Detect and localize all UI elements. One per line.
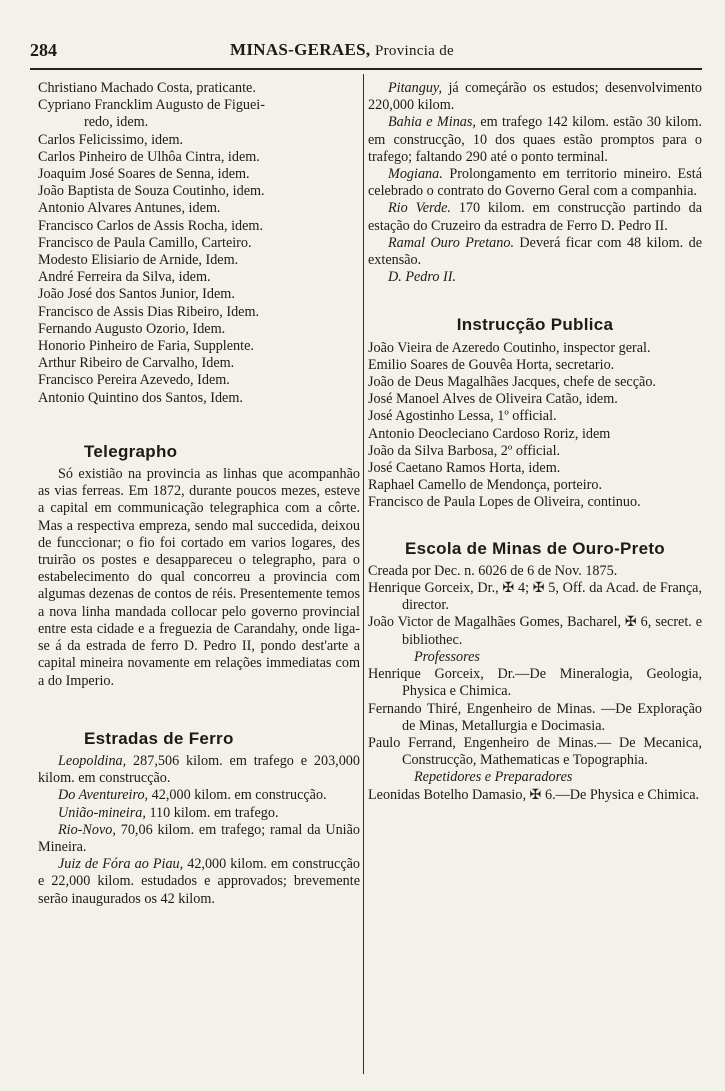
list-item: José Caetano Ramos Horta, idem. <box>368 460 561 477</box>
running-title-main: MINAS-GERAES, <box>230 40 371 59</box>
staff-list <box>38 80 360 407</box>
telegrapho-heading: Telegrapho <box>84 441 178 461</box>
estrada-entry <box>368 114 702 166</box>
list-item: Christiano Machado Costa, praticante. <box>38 80 256 96</box>
estrada-name: União-mineira, <box>58 804 146 821</box>
list-item: Fernando Augusto Ozorio, Idem. <box>38 320 226 337</box>
list-item: Cypriano Francklim Augusto de Figuei- <box>38 97 265 114</box>
running-title <box>230 40 454 60</box>
list-item: Emilio Soares de Gouvêa Horta, secretario. <box>368 356 615 373</box>
estrada-text: 170 kilom. em construcção partindo da estação do Cruzeiro da estradra de Ferro D. Pedro II. <box>368 200 702 234</box>
estrada-name: Bahia e Minas, <box>388 114 476 131</box>
repetidores-heading: Repetidores e Preparadores <box>414 769 573 786</box>
estrada-name: Ramal Ouro Pretano. <box>388 234 514 251</box>
list-item: João Victor de Magalhães Gomes, Bacharel, ✠ 6, secret. e bibliothec. <box>368 614 702 648</box>
estrada-entry <box>368 80 702 114</box>
estrada-entry <box>38 753 360 787</box>
list-item: José Manoel Alves de Oliveira Catão, idem. <box>368 391 618 408</box>
escola-heading: Escola de Minas de Ouro-Preto <box>405 538 665 558</box>
page-number: 284 <box>30 40 57 60</box>
list-item: Leonidas Botelho Damasio, ✠ 6.—De Physica e Chimica. <box>368 786 700 803</box>
instruccao-heading: Instrucção Publica <box>456 315 614 335</box>
estrada-text: 70,06 kilom. em trafego; ramal da União Mineira. <box>38 821 360 855</box>
estrada-text: Deverá ficar com 48 kilom. de extensão. <box>368 234 702 269</box>
page-header <box>30 40 700 66</box>
estrada-name: Rio-Novo, <box>58 821 116 838</box>
list-item: João José dos Santos Junior, Idem. <box>38 286 235 303</box>
estrada-entry <box>368 269 702 286</box>
estrada-name: Mogiana. <box>388 166 443 183</box>
header-rule <box>30 68 702 70</box>
list-item: Carlos Felicissimo, idem. <box>38 131 184 148</box>
list-item: redo, idem. <box>84 114 149 131</box>
list-item: Paulo Ferrand, Engenheiro de Minas.— De Mecanica, Construcção, Mathematicas e Topographia. <box>368 734 702 769</box>
list-item: Arthur Ribeiro de Carvalho, Idem. <box>38 355 235 372</box>
professores-heading: Professores <box>414 648 480 665</box>
estradas-heading: Estradas de Ferro <box>84 728 234 748</box>
escola-creation: Creada por Dec. n. 6026 de 6 de Nov. 1875. <box>368 562 618 579</box>
estrada-text: 287,506 kilom. em trafego e 203,000 kilom. em construcção. <box>38 752 360 787</box>
estrada-name: Rio Verde. <box>388 200 451 217</box>
running-title-sub: Provincia de <box>374 43 454 59</box>
estrada-entry <box>38 787 360 804</box>
right-column <box>368 80 702 804</box>
estrada-name: Do Aventureiro, <box>58 787 149 804</box>
left-column <box>38 80 360 908</box>
estrada-text: 110 kilom. em trafego. <box>149 804 279 821</box>
list-item: Carlos Pinheiro de Ulhôa Cintra, idem. <box>38 148 260 165</box>
estrada-name: D. Pedro II. <box>388 269 457 286</box>
estrada-entry <box>368 166 702 200</box>
estrada-entry <box>38 822 360 856</box>
list-item: Fernando Thiré, Engenheiro de Minas. —De Exploração de Minas, Metallurgia e Docimasia. <box>368 700 702 734</box>
estrada-entry <box>368 200 702 234</box>
instruccao-staff <box>368 340 702 512</box>
list-item: Francisco de Assis Dias Ribeiro, Idem. <box>38 303 260 320</box>
estrada-text: já começárão os estudos; desenvolvimento 220,000 kilom. <box>368 80 702 114</box>
telegrapho-text: Só existião na provincia as linhas que acompanhão as vias ferreas. Em 1872, durante poucos mezes, esteve a capital em communicação telegraphica com a côrte. Mas a respectiva empreza, sendo mal succedida, deixou de funccionar; o fio foi cortado em varios logares, des truirão os postes e desappareceu o telegrapho, para o estabelecimento do qual concorreu a provincia com algumas dezenas de contos de réis. Presentemente temos a nova linha mandada collocar pelo governo provincial entre esta cidade e a freguezia de Carandahy, onde liga-se á da estrada de ferro D. Pedro II, pondo dest'arte a capital mineira novamente em relações immediatas com a do Imperio. <box>38 466 360 689</box>
estrada-entry <box>368 235 702 269</box>
estrada-text: 42,000 kilom. em construcção e 22,000 kilom. estudados e approvados; brevemente serão inaugurados os 42 kilom. <box>38 856 361 907</box>
estrada-text: 42,000 kilom. em construcção. <box>151 787 327 804</box>
estrada-entry <box>38 856 360 908</box>
list-item: Henrique Gorceix, Dr.—De Mineralogia, Geologia, Physica e Chimica. <box>368 666 702 700</box>
list-item: Joaquim José Soares de Senna, idem. <box>38 166 250 183</box>
list-item: João de Deus Magalhães Jacques, chefe de secção. <box>368 374 656 391</box>
list-item: Antonio Deocleciano Cardoso Roriz, idem <box>368 425 611 442</box>
list-item: Honorio Pinheiro de Faria, Supplente. <box>38 338 254 355</box>
list-item: Antonio Alvares Antunes, idem. <box>38 200 221 217</box>
list-item: Francisco de Paula Lopes de Oliveira, continuo. <box>368 494 641 511</box>
list-item: Henrique Gorceix, Dr., ✠ 4; ✠ 5, Off. da Acad. de França, director. <box>368 580 702 614</box>
estrada-name: Pitanguy, <box>388 80 442 96</box>
list-item: André Ferreira da Silva, idem. <box>38 269 211 286</box>
estrada-name: Juiz de Fóra ao Piau, <box>58 856 184 873</box>
list-item: Francisco Pereira Azevedo, Idem. <box>38 372 230 389</box>
list-item: João Baptista de Souza Coutinho, idem. <box>38 183 265 200</box>
list-item: Antonio Quintino dos Santos, Idem. <box>38 389 243 406</box>
estrada-entry <box>38 805 360 822</box>
list-item: José Agostinho Lessa, 1º official. <box>368 408 557 425</box>
list-item: Francisco de Paula Camillo, Carteiro. <box>38 234 252 251</box>
list-item: Raphael Camello de Mendonça, porteiro. <box>368 477 603 494</box>
list-item: João da Silva Barbosa, 2º official. <box>368 442 561 459</box>
estrada-text: Prolongamento em territorio mineiro. Está celebrado o contrato do Governo Geral com a companhia. <box>368 166 702 200</box>
list-item: Francisco Carlos de Assis Rocha, idem. <box>38 217 263 234</box>
estrada-name: Leopoldina, <box>58 752 127 769</box>
list-item: João Vieira de Azeredo Coutinho, inspector geral. <box>368 339 651 356</box>
list-item: Modesto Elisiario de Arnide, Idem. <box>38 252 239 269</box>
column-divider <box>363 74 364 1074</box>
estrada-text: em trafego 142 kilom. estão 30 kilom. em construcção, 10 dos quaes estão promptos para o trafego; faltando 290 até o ponto terminal. <box>368 114 702 165</box>
